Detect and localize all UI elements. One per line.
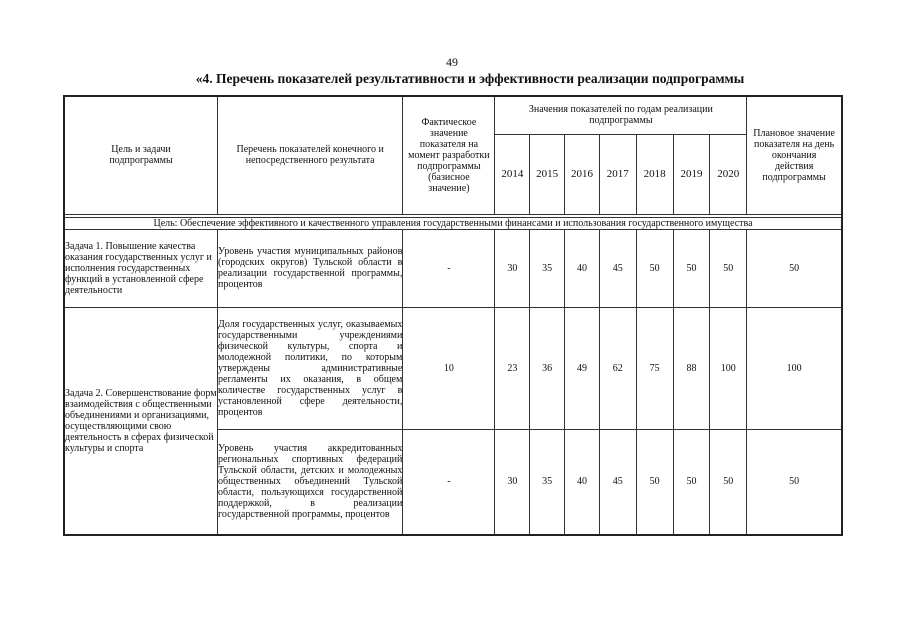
- year-value-cell: 50: [710, 429, 747, 535]
- table-row: [64, 307, 842, 429]
- header-year: 2016: [565, 134, 600, 214]
- year-value-cell: 50: [636, 429, 673, 535]
- year-value-cell: 49: [565, 307, 600, 429]
- header-row-1: [64, 96, 842, 134]
- year-value-cell: 45: [599, 229, 636, 307]
- year-value-cell: 30: [495, 229, 530, 307]
- year-value-cell: 45: [599, 429, 636, 535]
- year-value-cell: 40: [565, 429, 600, 535]
- actual-value-cell: -: [403, 429, 495, 535]
- header-goal: Цель и задачи подпрограммы: [64, 96, 218, 214]
- year-value-cell: 23: [495, 307, 530, 429]
- header-year: 2017: [599, 134, 636, 214]
- indicator-cell: Уровень участия аккредитованных региональных спортивных федераций Тульской области, детских и молодежных общественных объединений Тульской области, пользующихся государственной поддержкой, в реализации государственной программы, процентов: [218, 429, 403, 535]
- year-value-cell: 75: [636, 307, 673, 429]
- page-number: 49: [446, 55, 458, 69]
- header-year: 2018: [636, 134, 673, 214]
- header-years-group: Значения показателей по годам реализации подпрограммы: [495, 96, 747, 134]
- year-value-cell: 36: [530, 307, 565, 429]
- year-value-cell: 50: [673, 229, 710, 307]
- header-year: 2019: [673, 134, 710, 214]
- year-value-cell: 50: [636, 229, 673, 307]
- year-value-cell: 88: [673, 307, 710, 429]
- year-value-cell: 100: [710, 307, 747, 429]
- task-cell: Задача 1. Повышение качества оказания государственных услуг и исполнения государственных функций в установленной сфере деятельности: [64, 229, 218, 307]
- year-value-cell: 35: [530, 429, 565, 535]
- year-value-cell: 40: [565, 229, 600, 307]
- task-cell: Задача 2. Совершенствование форм взаимодействия с общественными объединениями и организациями, осуществляющими свою деятельность в сферах физической культуры и спорта: [64, 307, 218, 535]
- section-heading: «4. Перечень показателей результативности и эффективности реализации подпрограммы: [195, 71, 745, 86]
- header-actual-value: Фактическое значение показателя на момент разработки подпрограммы (базисное значение): [403, 96, 495, 214]
- header-planned-value: Плановое значение показателя на день окончания действия подпрограммы: [747, 96, 842, 214]
- actual-value-cell: 10: [403, 307, 495, 429]
- year-value-cell: 50: [710, 229, 747, 307]
- planned-value-cell: 50: [747, 229, 842, 307]
- planned-value-cell: 100: [747, 307, 842, 429]
- year-value-cell: 62: [599, 307, 636, 429]
- goal-row: [64, 217, 842, 229]
- table-row: [64, 229, 842, 307]
- header-year: 2015: [530, 134, 565, 214]
- header-year: 2020: [710, 134, 747, 214]
- indicators-table: [63, 95, 843, 536]
- indicator-cell: Доля государственных услуг, оказываемых государственными учреждениями физической культуры, спорта и молодежной политики, по которым утверждены административные регламенты их оказания, в общем количестве государственных услуг в установленной сфере деятельности, процентов: [218, 307, 403, 429]
- planned-value-cell: 50: [747, 429, 842, 535]
- indicator-cell: Уровень участия муниципальных районов (городских округов) Тульской области в реализации государственной программы, процентов: [218, 229, 403, 307]
- year-value-cell: 50: [673, 429, 710, 535]
- year-value-cell: 30: [495, 429, 530, 535]
- actual-value-cell: -: [403, 229, 495, 307]
- header-year: 2014: [495, 134, 530, 214]
- header-indicators: Перечень показателей конечного и непосредственного результата: [218, 96, 403, 214]
- goal-text: Цель: Обеспечение эффективного и качественного управления государственными финансами и использования государственного имущества: [64, 217, 842, 229]
- year-value-cell: 35: [530, 229, 565, 307]
